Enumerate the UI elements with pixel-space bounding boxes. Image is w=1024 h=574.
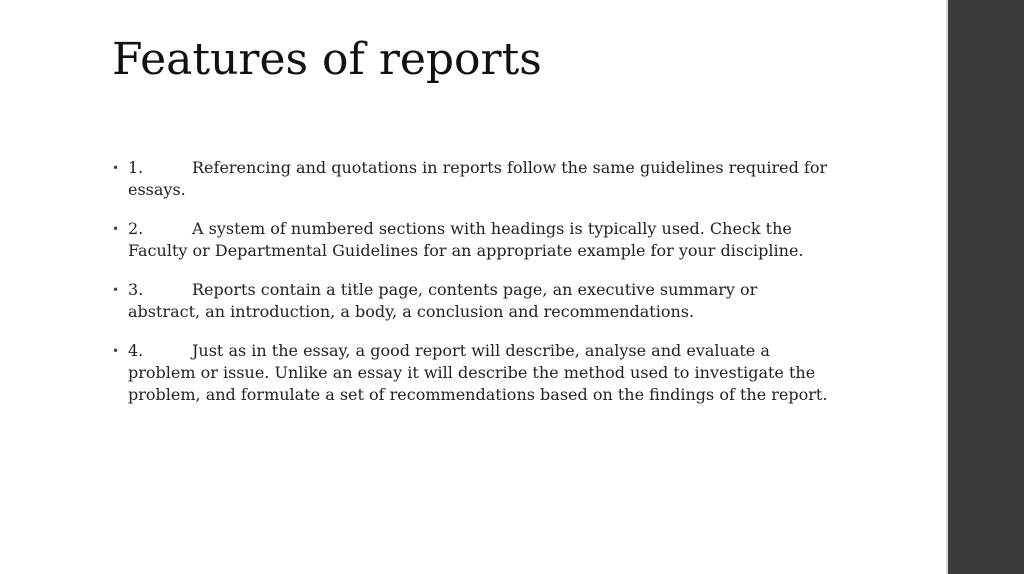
item-text: Reports contain a title page, contents page, an executive summary or abstract, an introduction, a body, a conclusion and recommendations. xyxy=(128,280,758,321)
item-number: 3. xyxy=(128,280,144,299)
bullet-list xyxy=(112,157,832,423)
list-item xyxy=(112,157,832,201)
item-number: 2. xyxy=(128,219,144,238)
side-band xyxy=(948,0,1024,574)
bullet-dot-icon: • xyxy=(112,283,120,297)
item-text: A system of numbered sections with headings is typically used. Check the Faculty or Departmental Guidelines for an appropriate example for your discipline. xyxy=(128,219,804,260)
item-text: Just as in the essay, a good report will describe, analyse and evaluate a problem or issue. Unlike an essay it will describe the method used to investigate the problem, and formulate a set of recommendations based on the findings of the report. xyxy=(128,341,828,404)
list-item xyxy=(112,218,832,262)
bullet-dot-icon: • xyxy=(112,222,120,236)
bullet-dot-icon: • xyxy=(112,161,120,175)
item-text: Referencing and quotations in reports follow the same guidelines required for essays. xyxy=(128,158,828,199)
slide-title: Features of reports xyxy=(112,34,542,85)
bullet-dot-icon: • xyxy=(112,344,120,358)
item-number: 1. xyxy=(128,158,144,177)
list-item xyxy=(112,340,832,406)
list-item xyxy=(112,279,832,323)
item-number: 4. xyxy=(128,341,144,360)
